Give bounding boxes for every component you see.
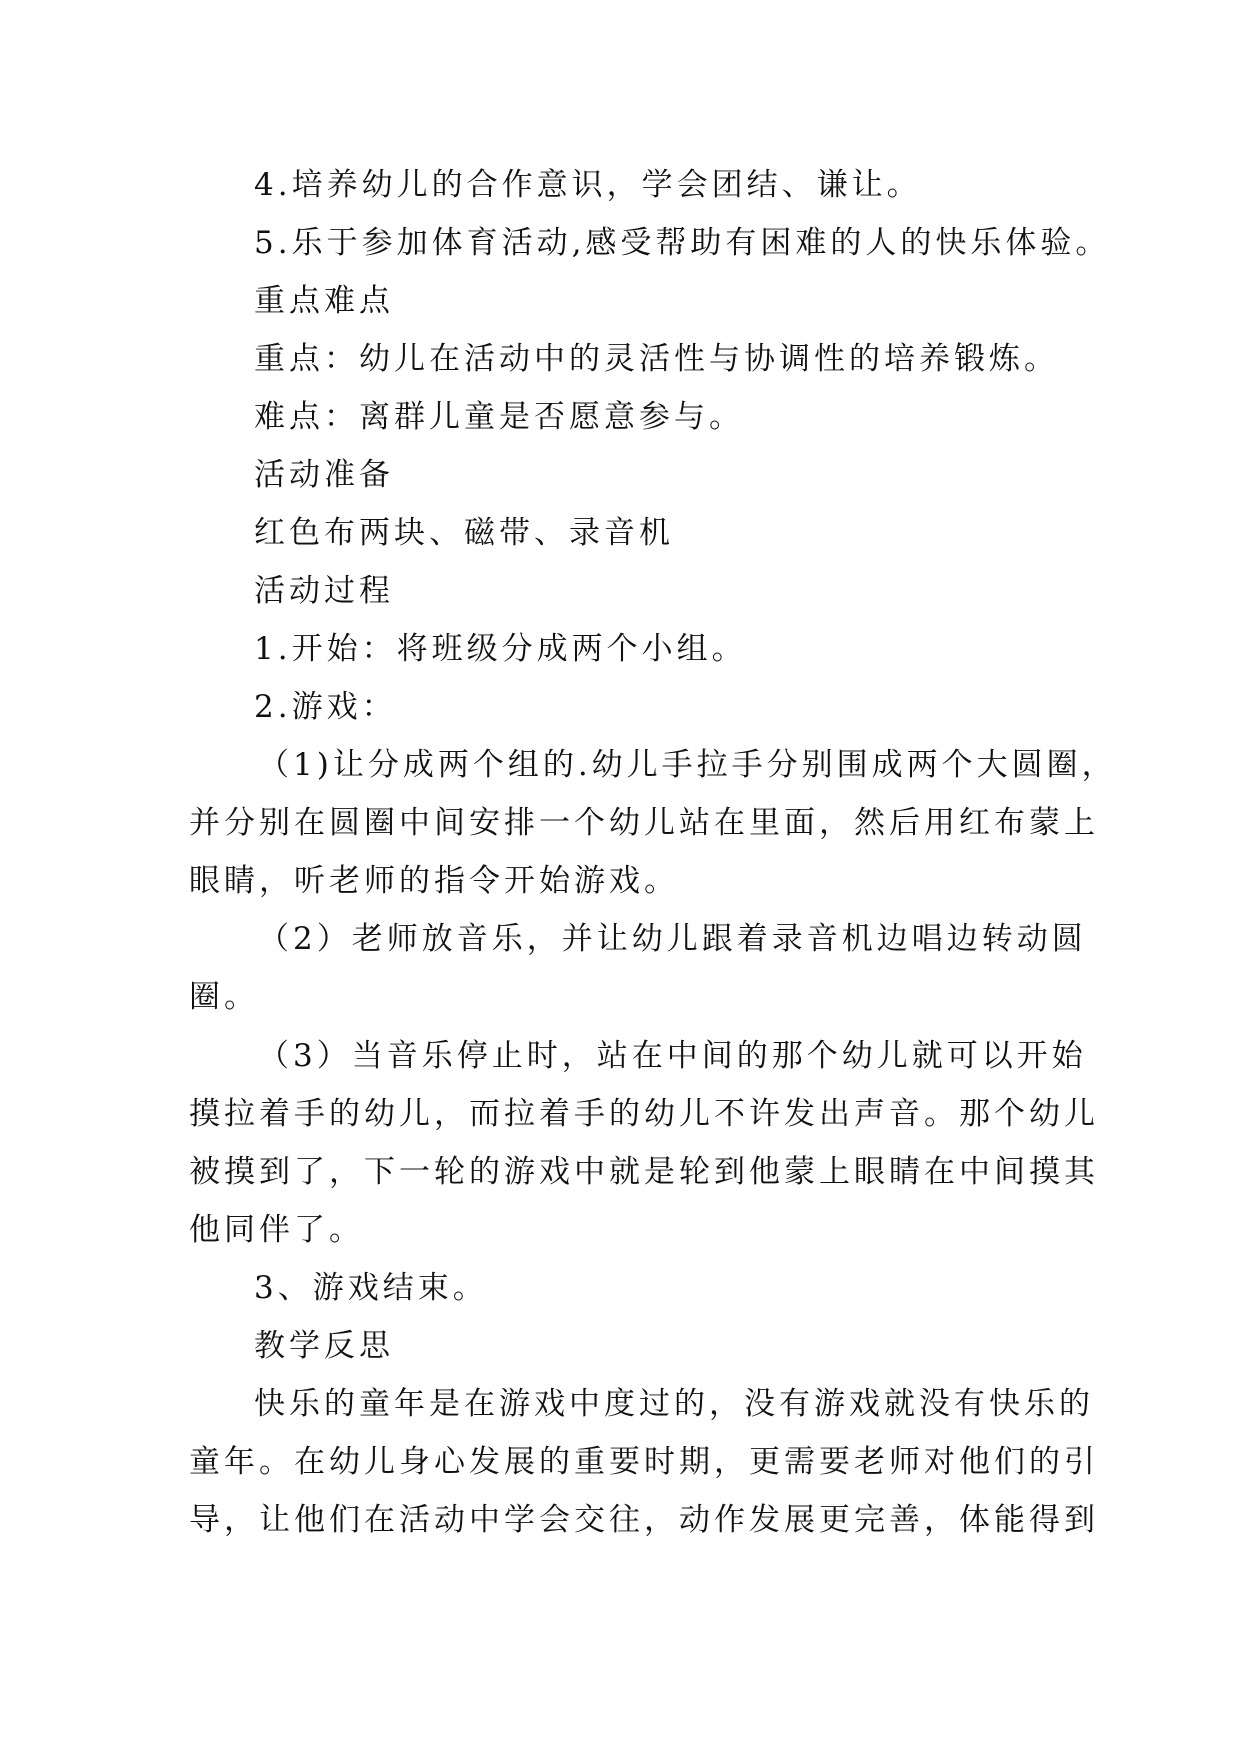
heading-preparation: 活动准备 — [254, 457, 394, 493]
game-step-2-line-1: （2）老师放音乐，并让幼儿跟着录音机边唱边转动圆 — [258, 921, 1087, 957]
game-step-3-line-2: 摸拉着手的幼儿，而拉着手的幼儿不许发出声音。那个幼儿 — [189, 1096, 1099, 1132]
key-point: 重点：幼儿在活动中的灵活性与协调性的培养锻炼。 — [254, 341, 1059, 377]
objective-5: 5.乐于参加体育活动,感受帮助有困难的人的快乐体验。 — [254, 225, 1111, 261]
game-step-3-line-4: 他同伴了。 — [189, 1212, 364, 1248]
process-step-2: 2.游戏： — [254, 689, 397, 725]
game-step-1-line-2: 并分别在圆圈中间安排一个幼儿站在里面，然后用红布蒙上 — [189, 805, 1099, 841]
process-step-3: 3、游戏结束。 — [254, 1270, 488, 1306]
game-step-1-line-1: （1)让分成两个组的.幼儿手拉手分别围成两个大圆圈， — [258, 747, 1117, 783]
difficulty: 难点：离群儿童是否愿意参与。 — [254, 399, 744, 435]
game-step-2-line-2: 圈。 — [189, 979, 259, 1015]
heading-key-points: 重点难点 — [254, 283, 394, 319]
process-step-1: 1.开始：将班级分成两个小组。 — [254, 631, 747, 667]
preparation-materials: 红色布两块、磁带、录音机 — [254, 515, 674, 551]
game-step-3-line-1: （3）当音乐停止时，站在中间的那个幼儿就可以开始 — [258, 1038, 1087, 1074]
game-step-3-line-3: 被摸到了，下一轮的游戏中就是轮到他蒙上眼睛在中间摸其 — [189, 1154, 1099, 1190]
heading-process: 活动过程 — [254, 573, 394, 609]
game-step-1-line-3: 眼睛，听老师的指令开始游戏。 — [189, 863, 679, 899]
heading-reflection: 教学反思 — [254, 1328, 394, 1364]
objective-4: 4.培养幼儿的合作意识，学会团结、谦让。 — [254, 167, 922, 203]
reflection-line-2: 童年。在幼儿身心发展的重要时期，更需要老师对他们的引 — [189, 1444, 1099, 1480]
reflection-line-3: 导，让他们在活动中学会交往，动作发展更完善，体能得到 — [189, 1502, 1099, 1538]
reflection-line-1: 快乐的童年是在游戏中度过的，没有游戏就没有快乐的 — [254, 1386, 1094, 1422]
